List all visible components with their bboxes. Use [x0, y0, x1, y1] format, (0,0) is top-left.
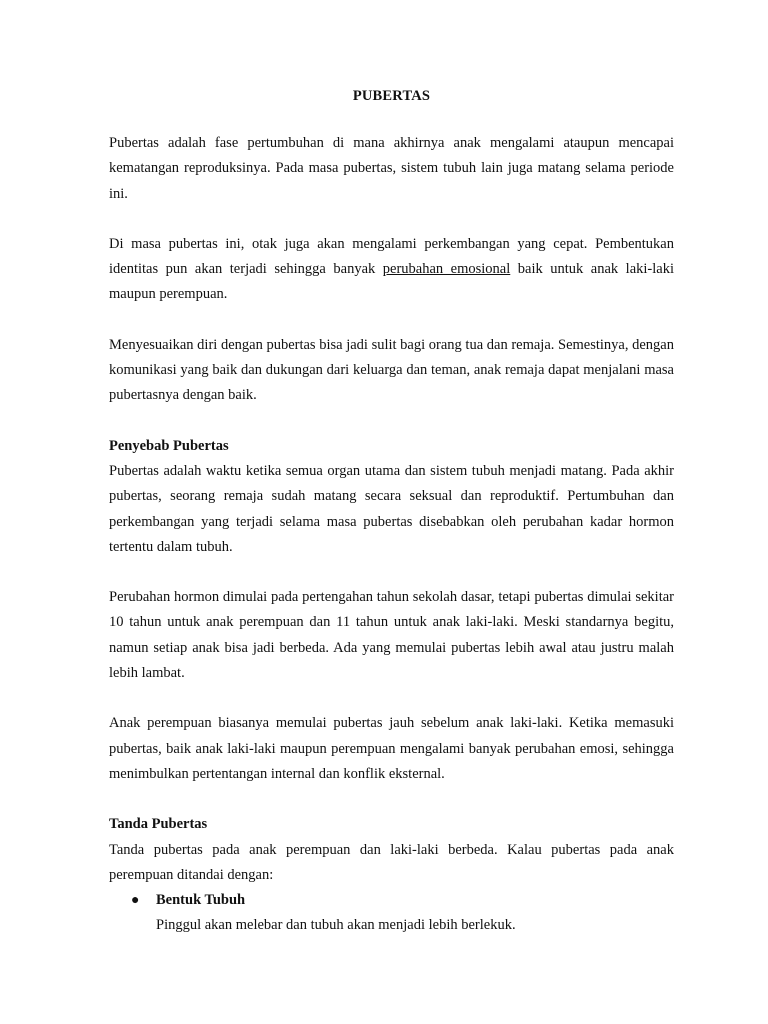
bullet-icon: ●	[131, 893, 140, 909]
intro-paragraph-2-after: baik untuk anak laki-laki maupun perempuan.	[109, 261, 674, 303]
list-item-body: Pinggul akan melebar dan tubuh akan menjadi lebih berlekuk.	[156, 917, 516, 934]
intro-paragraph-2-before: Di masa pubertas ini, otak juga akan mengalami perkembangan yang cepat. Pembentukan identitas pun akan terjadi sehingga banyak	[109, 235, 674, 278]
document-title: PUBERTAS	[352, 88, 431, 104]
penyebab-paragraph-1: Pubertas adalah waktu ketika semua organ utama dan sistem tubuh menjadi matang. Pada akhir pubertas, seorang remaja sudah matang secara seksual dan reproduktif. Pertumbuhan dan perkembangan yang terjadi selama masa pubertas disebabkan oleh perubahan kadar hormon tertentu dalam tubuh.	[109, 462, 674, 555]
heading-penyebab-pubertas: Penyebab Pubertas	[109, 437, 229, 454]
penyebab-paragraph-3: Anak perempuan biasanya memulai pubertas jauh sebelum anak laki-laki. Ketika memasuki pubertas, baik anak laki-laki maupun perempuan mengalami banyak perubahan emosi, sehingga menimbulkan pertentangan internal dan konflik eksternal.	[109, 715, 674, 782]
list-item	[109, 888, 674, 939]
intro-paragraph-3: Menyesuaikan diri dengan pubertas bisa jadi sulit bagi orang tua dan remaja. Semestinya, dengan komunikasi yang baik dan dukungan dari keluarga dan teman, anak remaja dapat menjalani masa pubertasnya dengan baik.	[109, 336, 674, 404]
tanda-list	[109, 888, 674, 939]
penyebab-paragraph-2: Perubahan hormon dimulai pada pertengahan tahun sekolah dasar, tetapi pubertas dimulai sekitar 10 tahun untuk anak perempuan dan 11 tahun untuk anak laki-laki. Meski standarnya begitu, namun setiap anak bisa jadi berbeda. Ada yang memulai pubertas lebih awal atau justru malah lebih lambat.	[109, 589, 674, 682]
tanda-intro-paragraph: Tanda pubertas pada anak perempuan dan laki-laki berbeda. Kalau pubertas pada anak perempuan ditandai dengan:	[109, 841, 674, 883]
list-item-title: Bentuk Tubuh	[156, 892, 246, 909]
intro-paragraph-1: Pubertas adalah fase pertumbuhan di mana akhirnya anak mengalami ataupun mencapai kematangan reproduksinya. Pada masa pubertas, sistem tubuh lain juga matang selama periode ini.	[109, 135, 674, 202]
heading-tanda-pubertas: Tanda Pubertas	[109, 816, 208, 833]
intro-paragraph-2	[109, 232, 674, 308]
perubahan-emosional-link[interactable]: perubahan emosional	[382, 261, 511, 278]
